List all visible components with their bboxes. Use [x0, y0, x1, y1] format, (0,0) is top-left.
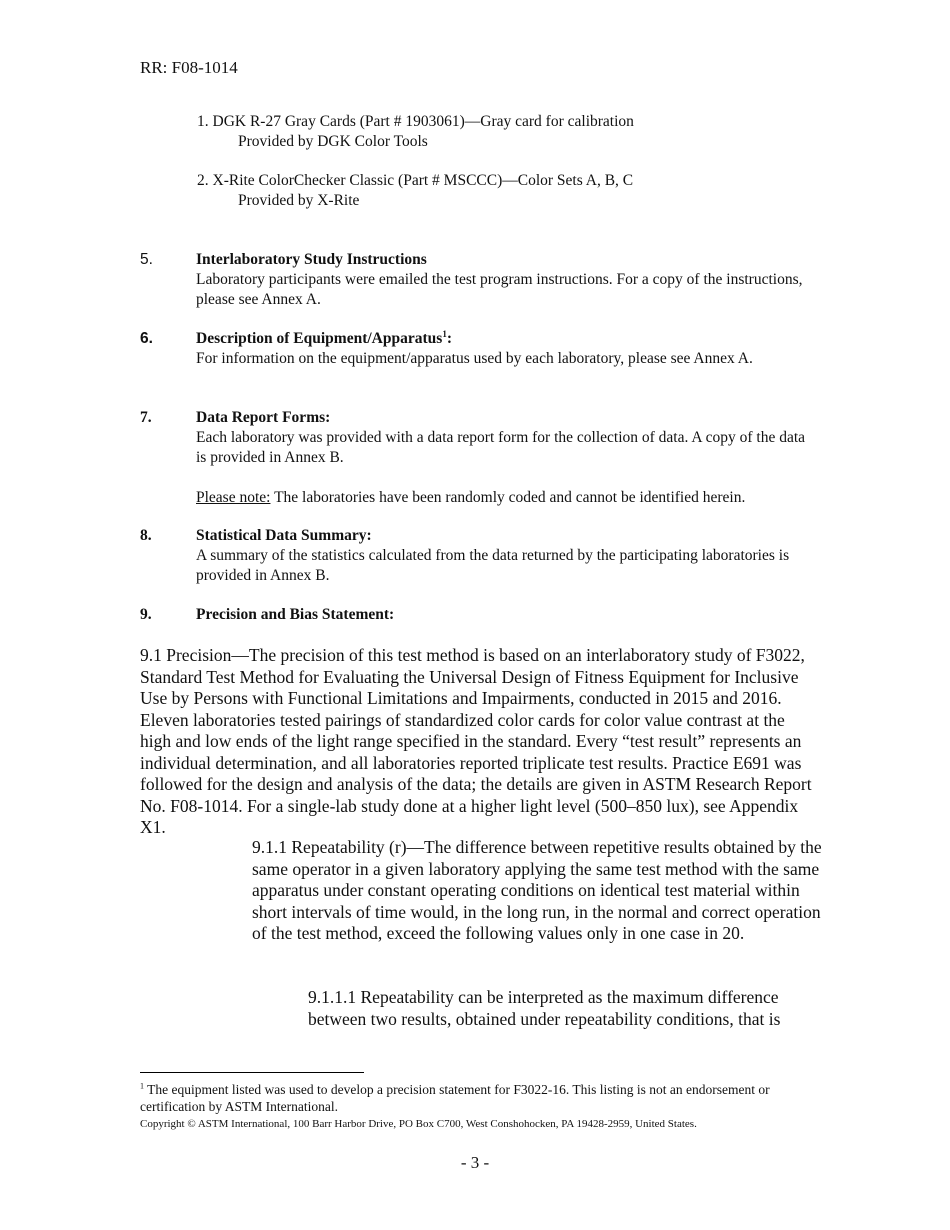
section-7 — [196, 408, 816, 508]
section-6 — [196, 329, 816, 369]
repeatability-interpretation-paragraph: 9.1.1.1 Repeatability can be interpreted as the maximum difference between two results, obtained under repeatability conditions, that is — [308, 987, 781, 1029]
note-label: Please note: — [196, 489, 271, 506]
material-provider: Provided by X-Rite — [238, 192, 360, 209]
section-body: Each laboratory was provided with a data report form for the collection of data. A copy of the data is provided in Annex B. — [196, 429, 806, 466]
section-number: 7. — [140, 409, 152, 426]
section-number: 6. — [140, 330, 153, 347]
section-title — [196, 329, 816, 349]
material-item-2 — [197, 171, 633, 211]
footnote — [140, 1081, 820, 1115]
material-provider: Provided by DGK Color Tools — [238, 133, 428, 150]
section-title-suffix: : — [446, 330, 452, 347]
section-title: Precision and Bias Statement: — [196, 606, 395, 623]
section-title: Interlaboratory Study Instructions — [196, 251, 427, 268]
footnote-divider — [140, 1072, 364, 1073]
section-9 — [196, 605, 816, 625]
material-line: 2. X-Rite ColorChecker Classic (Part # MSCCC)—Color Sets A, B, C — [197, 172, 634, 189]
footnote-mark: 1 — [140, 1081, 144, 1091]
section-8 — [196, 526, 816, 586]
section-title: Data Report Forms: — [196, 409, 331, 426]
section-5 — [196, 250, 816, 310]
section-body: Laboratory participants were emailed the test program instructions. For a copy of the instructions, please see Annex A. — [196, 271, 803, 308]
material-item-1 — [197, 112, 634, 152]
section-title-text: Description of Equipment/Apparatus — [196, 330, 443, 347]
note-text: The laboratories have been randomly coded and cannot be identified herein. — [270, 489, 746, 506]
section-body: For information on the equipment/apparatus used by each laboratory, please see Annex A. — [196, 350, 753, 367]
footnote-text: The equipment listed was used to develop a precision statement for F3022-16. This listing is not an endorsement or certification by ASTM International. — [140, 1082, 770, 1114]
please-note — [196, 488, 816, 508]
section-number: 9. — [140, 606, 152, 623]
section-number: 5. — [140, 251, 153, 268]
repeatability-paragraph: 9.1.1 Repeatability (r)—The difference between repetitive results obtained by the same operator in a given laboratory applying the same test method with the same apparatus under constant operating conditions on identical test material within short intervals of time would, in the long run, in the normal and correct operation of the test method, exceed the following values only in one case in 20. — [252, 837, 822, 943]
material-line: 1. DGK R-27 Gray Cards (Part # 1903061)—Gray card for calibration — [197, 113, 634, 130]
page-number: - 3 - — [460, 1153, 490, 1172]
section-body: A summary of the statistics calculated from the data returned by the participating laboratories is provided in Annex B. — [196, 547, 790, 584]
copyright-notice: Copyright © ASTM International, 100 Barr Harbor Drive, PO Box C700, West Conshohocken, PA 19428-2959, United States. — [140, 1118, 697, 1130]
footnote-ref: 1 — [442, 328, 447, 339]
precision-paragraph: 9.1 Precision—The precision of this test method is based on an interlaboratory study of F3022, Standard Test Method for Evaluating the Universal Design of Fitness Equipment for Inclusive Use by Persons with Functional Limitations and Impairments, conducted in 2015 and 2016. Eleven laboratories tested pairings of standardized color cards for color value contrast at the high and low ends of the light range specified in the standard. Every “test result” represents an individual determination, and all laboratories reported triplicate test results. Practice E691 was followed for the design and analysis of the data; the details are given in ASTM Research Report No. F08-1014. For a single-lab study done at a higher light level (500–850 lux), see Appendix X1. — [140, 645, 812, 837]
report-id-header: RR: F08-1014 — [140, 58, 238, 77]
section-number: 8. — [140, 527, 152, 544]
section-title: Statistical Data Summary: — [196, 527, 372, 544]
